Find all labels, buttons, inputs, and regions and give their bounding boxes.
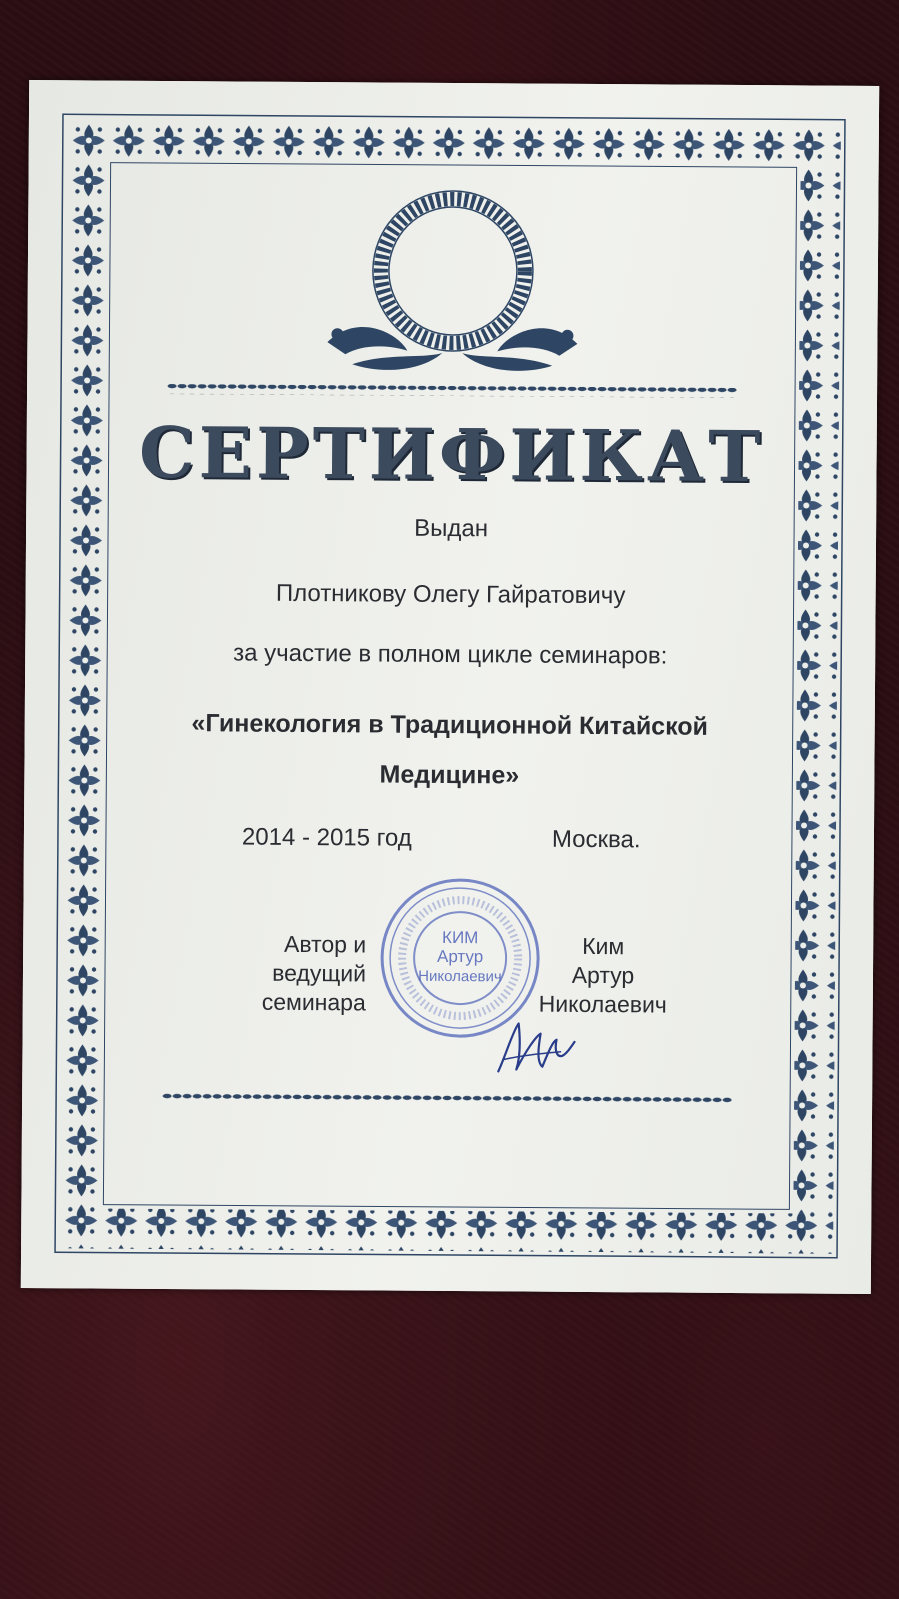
wreath-emblem [327,190,578,371]
author-name-line: Николаевич [538,990,667,1018]
author-name-line: Артур [571,961,635,989]
author-name [533,932,674,1020]
role-line: ведущий [272,959,367,987]
recipient-name: Плотникову Олегу Гайратовичу [275,579,626,610]
certificate-title: СЕРТИФИКАТ [138,410,765,499]
seal-line1: КИМ [442,927,479,948]
course-title-line1: «Гинекология в Традиционной Китайской [191,709,709,741]
ornamental-frame [21,80,879,1294]
handwritten-signature [490,1011,580,1082]
role-line: Автор и [283,930,367,958]
issued-label: Выдан [414,514,489,543]
role-line: семинара [261,988,366,1016]
seminar-year: 2014 - 2015 год [241,823,412,852]
seal-line2: Артур [436,946,484,967]
course-title-line2: Медицине» [379,760,520,790]
seminar-city: Москва. [551,825,641,854]
certificate-paper [21,80,879,1294]
participation-text: за участие в полном цикле семинаров: [233,639,668,670]
seal-line3: Николаевич [418,967,502,986]
author-name-line: Ким [582,932,625,960]
author-role [221,929,367,1017]
